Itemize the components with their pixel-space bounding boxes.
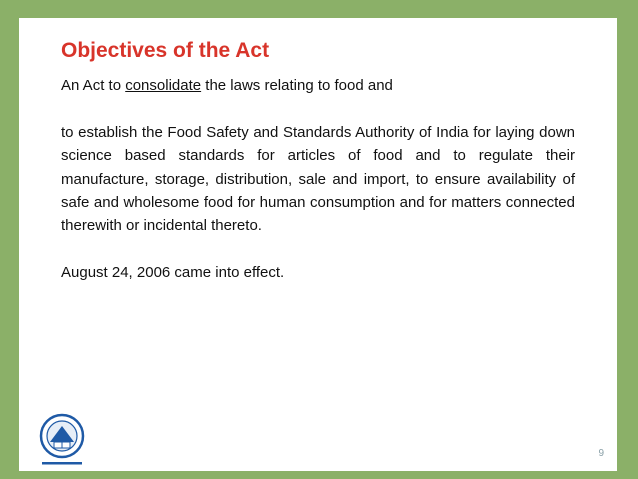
paragraph-gap [61, 238, 575, 261]
frame-top-border [0, 0, 638, 18]
emblem-caption-line [42, 462, 82, 465]
intro-before: An Act to [61, 77, 126, 94]
university-emblem-icon [36, 412, 88, 470]
paragraph-gap [61, 97, 575, 120]
frame-right-border [617, 0, 638, 479]
objectives-paragraph: to establish the Food Safety and Standards Authority of India for laying down science based standards for articles of food and to regulate their manufacture, storage, distribution, sale and import, to ensure availability of safe and wholesome food for human consumption and for matters connected therewith or incidental thereto. [61, 123, 575, 235]
effective-date-line: August 24, 2006 came into effect. [61, 264, 285, 282]
university-emblem-svg [36, 412, 88, 470]
frame-bottom-border [0, 471, 638, 479]
intro-after: the laws relating to food and [201, 77, 393, 94]
slide-title: Objectives of the Act [61, 39, 270, 62]
intro-underlined-word: consolidate [125, 77, 202, 94]
page-number: 9 [598, 448, 604, 459]
slide-body [61, 74, 575, 285]
intro-line [61, 74, 575, 97]
frame-left-border [0, 0, 19, 479]
